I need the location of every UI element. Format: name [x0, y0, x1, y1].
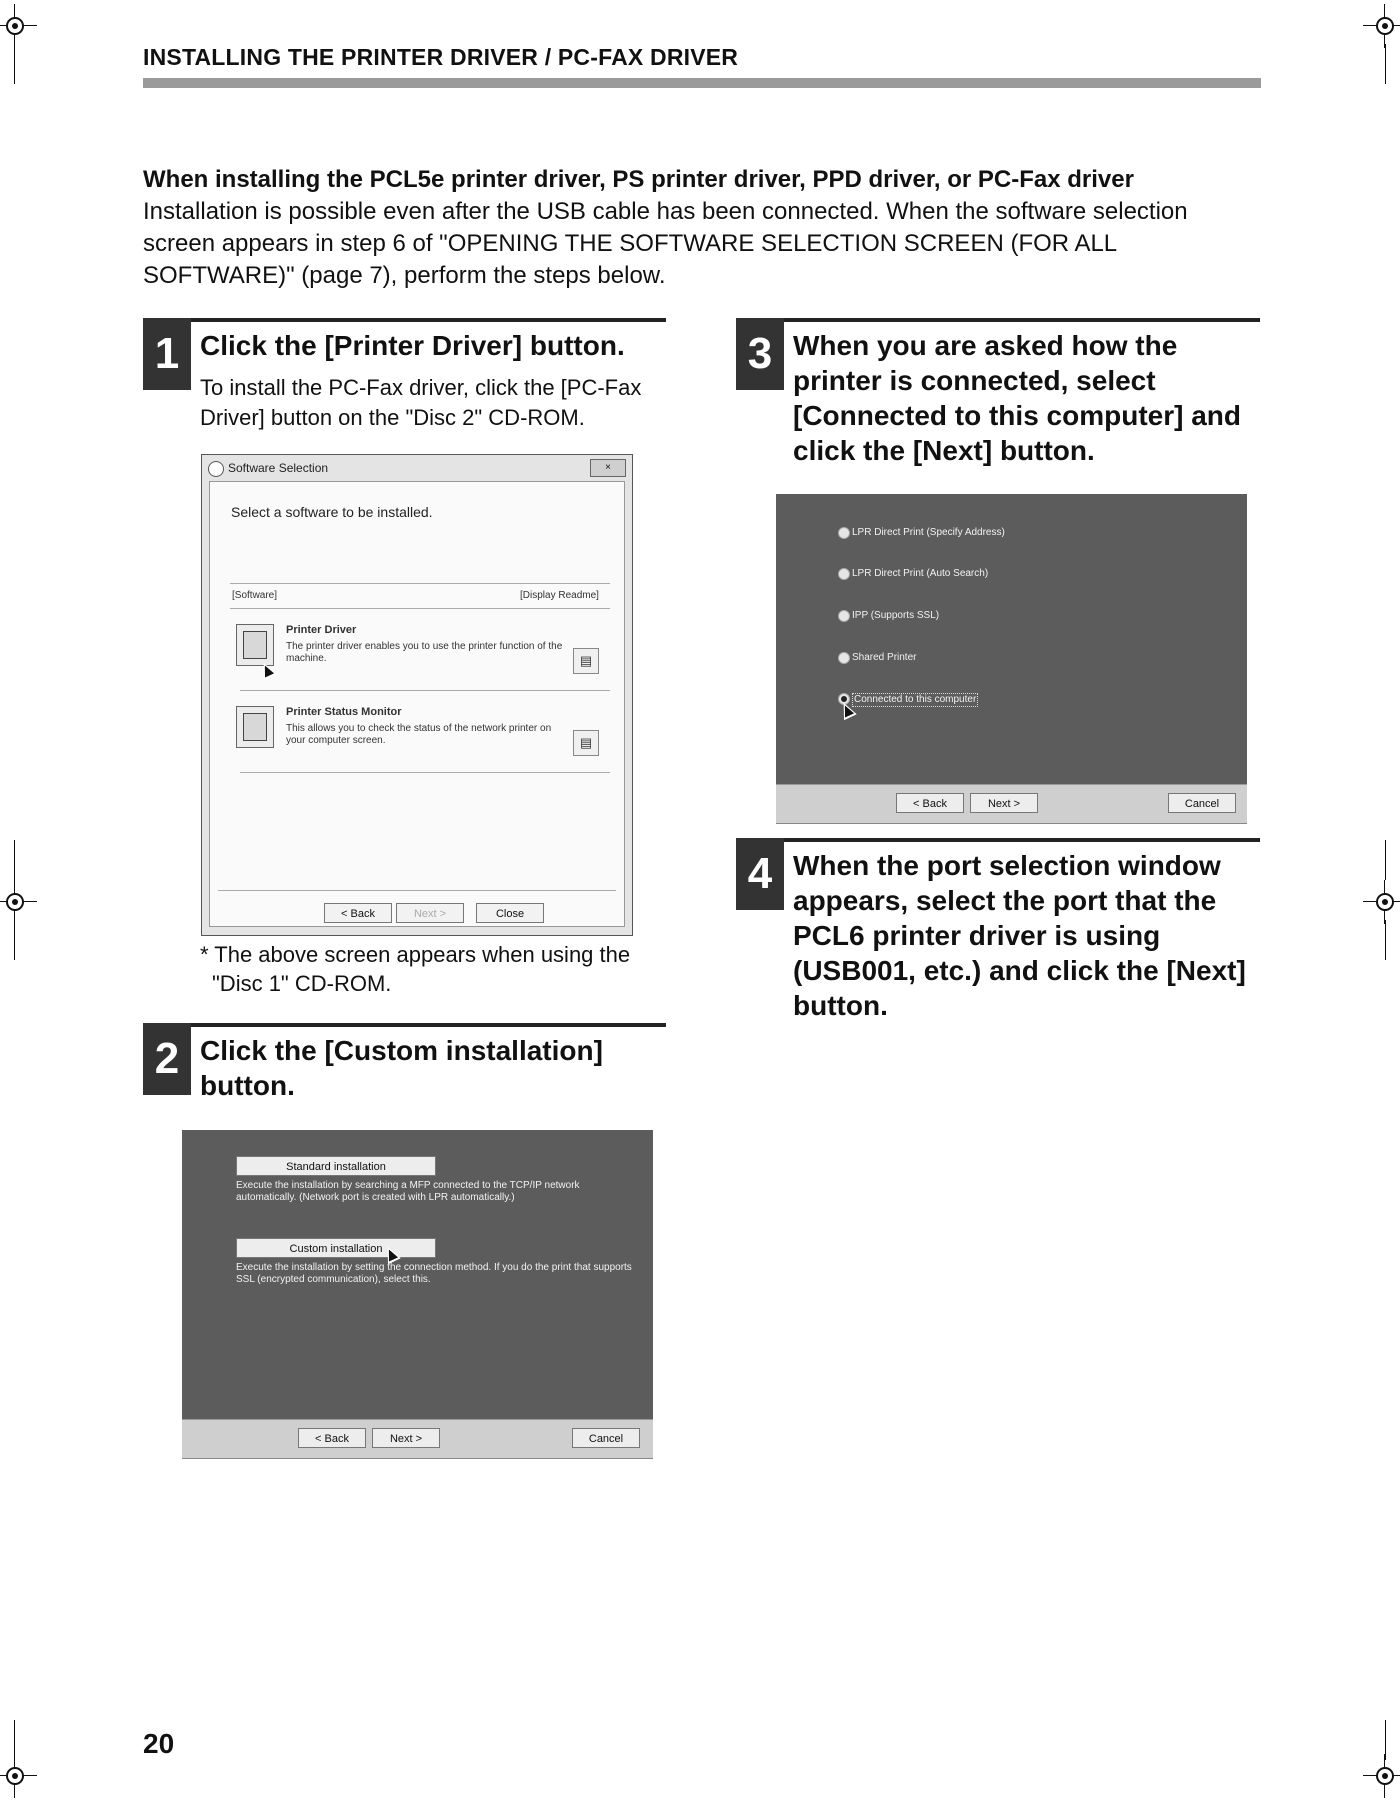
divider — [230, 583, 610, 584]
step-2-rule — [143, 1023, 666, 1027]
page-header-title: INSTALLING THE PRINTER DRIVER / PC-FAX DRIVER — [143, 44, 739, 70]
intro-section — [143, 164, 1263, 292]
registration-mark — [0, 884, 33, 920]
printer-driver-desc: The printer driver enables you to use the printer function of the machine. — [286, 641, 563, 664]
option-connected-to-this-computer: Connected to this computer — [854, 694, 977, 705]
installation-type-button-bar — [182, 1419, 653, 1459]
radio-lpr-auto[interactable] — [838, 568, 850, 580]
step-1-number: 1 — [143, 318, 191, 390]
step-1-rule — [143, 318, 666, 322]
cancel-button[interactable]: Cancel — [572, 1428, 640, 1448]
standard-installation-desc: Execute the installation by searching a MFP connected to the TCP/IP network automatically. (Network port is created with LPR automatically.) — [236, 1180, 580, 1203]
step-4-number: 4 — [736, 838, 784, 910]
step-3-rule — [736, 318, 1260, 322]
cancel-button[interactable]: Cancel — [1168, 793, 1236, 813]
registration-mark — [0, 1758, 33, 1794]
dialog-title: Software Selection — [228, 461, 329, 475]
page-number: 20 — [143, 1728, 175, 1759]
disc-icon — [208, 461, 224, 477]
step-2-number: 2 — [143, 1023, 191, 1095]
registration-mark — [1367, 8, 1400, 44]
option-shared-printer: Shared Printer — [852, 652, 917, 663]
registration-mark — [0, 8, 33, 44]
radio-shared-printer[interactable] — [838, 652, 850, 664]
standard-installation-button[interactable]: Standard installation — [236, 1156, 436, 1176]
printer-driver-name: Printer Driver — [286, 624, 357, 636]
radio-ipp[interactable] — [838, 610, 850, 622]
crop-mark — [1385, 1720, 1386, 1760]
printer-status-monitor-desc: This allows you to check the status of the network printer on your computer screen. — [286, 723, 552, 746]
option-lpr-auto: LPR Direct Print (Auto Search) — [852, 568, 989, 579]
installation-type-screen — [182, 1130, 653, 1419]
registration-mark — [1367, 1758, 1400, 1794]
divider — [218, 890, 616, 891]
back-button[interactable]: < Back — [896, 793, 964, 813]
crop-mark — [1385, 44, 1386, 84]
step-4-title: When the port selection window appears, select the port that the PCL6 printer driver is using (USB001, etc.) and click the [Next] button. — [793, 850, 1246, 1021]
dialog-body — [209, 481, 625, 927]
dialog-prompt: Select a software to be installed. — [231, 504, 433, 520]
crop-mark — [1385, 840, 1386, 880]
divider — [230, 608, 610, 609]
step-1-footnote: * The above screen appears when using the "Disc 1" CD-ROM. — [200, 942, 631, 996]
step-1-body: To install the PC-Fax driver, click the [PC-Fax Driver] button on the "Disc 2" CD-ROM. — [200, 375, 642, 430]
registration-mark — [1367, 884, 1400, 920]
readme-icon[interactable]: ▤ — [573, 730, 599, 756]
crop-mark — [14, 44, 15, 84]
intro-heading: When installing the PCL5e printer driver, PS printer driver, PPD driver, or PC-Fax driver — [143, 166, 1134, 193]
step-4-rule — [736, 838, 1260, 842]
divider — [240, 772, 610, 773]
crop-mark — [14, 1720, 15, 1760]
step-3-title: When you are asked how the printer is connected, select [Connected to this computer] and click the [Next] button. — [793, 330, 1241, 466]
printer-status-monitor-icon[interactable] — [236, 706, 274, 748]
custom-installation-button[interactable]: Custom installation — [236, 1238, 436, 1258]
close-icon[interactable]: × — [590, 459, 626, 477]
header-rule — [143, 78, 1261, 88]
custom-installation-desc: Execute the installation by setting the connection method. If you do the print that supports SSL (encrypted communication), select this. — [236, 1262, 632, 1285]
close-button[interactable]: Close — [476, 903, 544, 923]
step-1-title: Click the [Printer Driver] button. — [200, 330, 625, 361]
intro-body: Installation is possible even after the USB cable has been connected. When the software selection screen appears in step 6 of "OPENING THE SOFTWARE SELECTION SCREEN (FOR ALL SOFTWARE)" (page 7), perform the steps below. — [143, 198, 1188, 289]
crop-mark — [1385, 920, 1386, 960]
back-button[interactable]: < Back — [324, 903, 392, 923]
step-2-title: Click the [Custom installation] button. — [200, 1035, 603, 1101]
software-selection-dialog — [201, 454, 633, 936]
next-button[interactable]: Next > — [372, 1428, 440, 1448]
next-button[interactable]: Next > — [396, 903, 464, 923]
option-lpr-specify: LPR Direct Print (Specify Address) — [852, 527, 1005, 538]
readme-icon[interactable]: ▤ — [573, 648, 599, 674]
back-button[interactable]: < Back — [298, 1428, 366, 1448]
crop-mark — [14, 840, 15, 880]
option-ipp: IPP (Supports SSL) — [852, 610, 940, 621]
step-3-number: 3 — [736, 318, 784, 390]
next-button[interactable]: Next > — [970, 793, 1038, 813]
column-display-readme: [Display Readme] — [520, 590, 599, 601]
column-software: [Software] — [232, 590, 278, 601]
connection-method-screen — [776, 494, 1247, 784]
connection-method-button-bar — [776, 784, 1247, 824]
printer-status-monitor-name: Printer Status Monitor — [286, 706, 402, 718]
radio-lpr-specify[interactable] — [838, 527, 850, 539]
crop-mark — [14, 920, 15, 960]
divider — [240, 690, 610, 691]
